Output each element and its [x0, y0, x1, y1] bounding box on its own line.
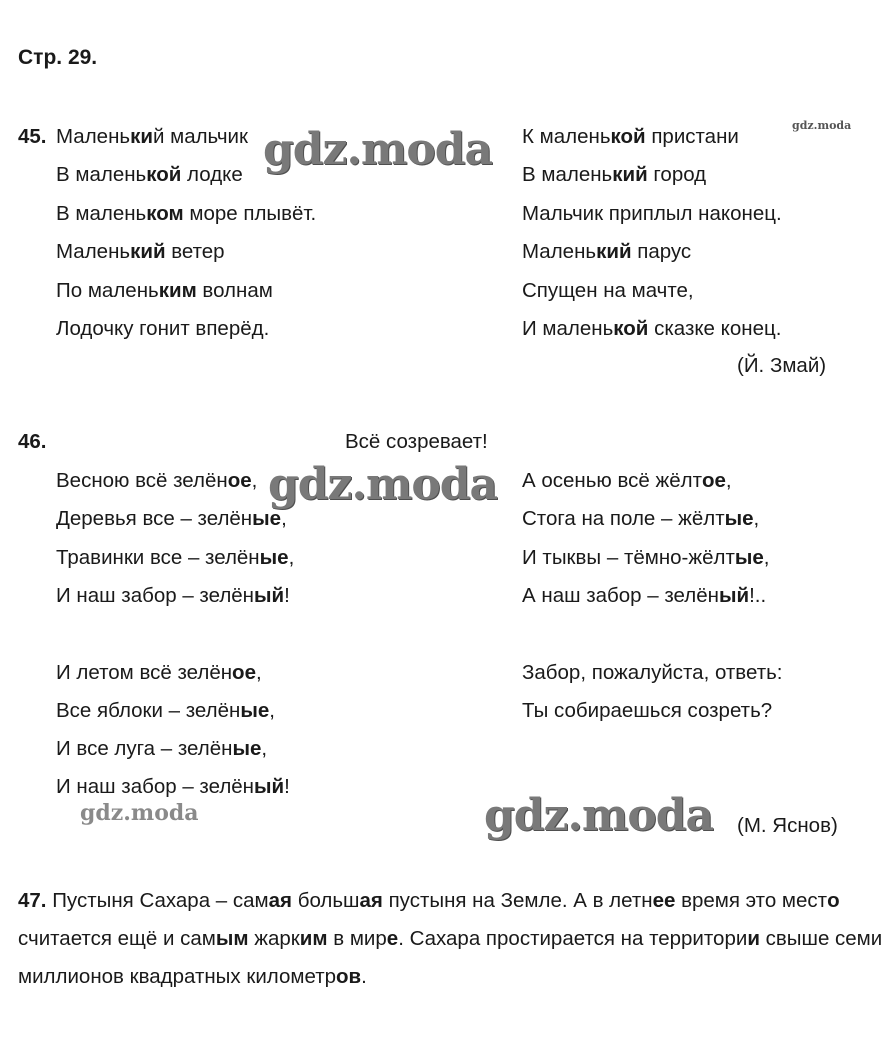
- text-fragment: ,: [261, 737, 268, 761]
- poem-line: [56, 583, 290, 609]
- exercise-46-title: Всё созревает!: [345, 430, 488, 453]
- bold-ending: ые: [734, 545, 764, 569]
- bold-ending: кий: [612, 163, 648, 187]
- text-fragment: ,: [269, 698, 275, 722]
- exercise-46-number: 46.: [18, 430, 47, 453]
- text-fragment: волнам: [196, 278, 273, 302]
- bold-ending: ые: [240, 698, 270, 722]
- text-fragment: считается ещё и сам: [18, 927, 216, 950]
- poem-line: [56, 506, 287, 532]
- text-fragment: ,: [251, 469, 258, 492]
- exercise-47-number: 47.: [18, 889, 47, 912]
- bold-ending: ые: [232, 737, 262, 761]
- poem-line: [522, 545, 769, 571]
- bold-ending: о: [827, 889, 840, 912]
- text-fragment: й мальчик: [152, 125, 248, 148]
- text-fragment: город: [647, 163, 707, 187]
- poem-line: [522, 124, 739, 150]
- text-fragment: И малень: [522, 317, 614, 340]
- bold-ending: ки: [130, 125, 153, 148]
- poem-line: [56, 278, 273, 304]
- text-fragment: !..: [749, 583, 767, 607]
- poem-line: [56, 468, 257, 494]
- text-fragment: Мальчик приплыл наконец.: [522, 201, 782, 225]
- text-fragment: Травинки все – зелён: [56, 545, 260, 569]
- text-fragment: Все яблоки – зелён: [56, 698, 241, 722]
- poem-line: [522, 278, 694, 304]
- text-fragment: Малень: [56, 240, 131, 264]
- bold-ending: кой: [146, 163, 182, 187]
- bold-ending: ая: [359, 889, 383, 912]
- text-fragment: В малень: [56, 201, 147, 225]
- text-fragment: парус: [631, 240, 692, 264]
- poem-line: [56, 239, 225, 265]
- watermark-logo: gdz.moda: [484, 790, 714, 841]
- text-fragment: Деревья все – зелён: [56, 507, 253, 531]
- bold-ending: ким: [158, 278, 197, 302]
- text-fragment: Пустыня Сахара – сам: [46, 889, 269, 912]
- poem-line: [522, 468, 732, 494]
- text-fragment: ,: [763, 545, 770, 569]
- bold-ending: ое: [701, 469, 726, 492]
- poem-line: [522, 239, 691, 265]
- text-fragment: Забор, пожалуйста, ответь:: [522, 660, 783, 684]
- bold-ending: ая: [268, 889, 293, 912]
- poem-line: [56, 162, 243, 188]
- bold-ending: ое: [232, 660, 256, 684]
- poem-line: [56, 316, 269, 342]
- poem-line: [56, 124, 248, 150]
- exercise-45-author: (Й. Змай): [737, 354, 827, 377]
- bold-ending: ые: [259, 545, 289, 569]
- bold-ending: ый: [254, 775, 285, 799]
- text-fragment: Лодочку гонит вперёд.: [56, 317, 270, 340]
- poem-line: [56, 545, 294, 571]
- text-fragment: лодке: [181, 163, 243, 187]
- poem-line: [522, 698, 772, 724]
- text-fragment: !: [284, 583, 290, 607]
- text-fragment: море плывёт.: [183, 201, 317, 225]
- poem-line: [522, 316, 781, 342]
- watermark-logo: gdz.moda: [263, 124, 493, 175]
- bold-ending: кий: [596, 240, 632, 264]
- bold-ending: кой: [610, 125, 646, 148]
- bold-ending: ое: [227, 469, 252, 492]
- text-fragment: И тыквы – тёмно-жёлт: [522, 545, 735, 569]
- text-fragment: Спущен на мачте,: [522, 278, 694, 302]
- text-fragment: Весною всё зелён: [56, 469, 228, 492]
- bold-ending: ый: [254, 583, 285, 607]
- exercise-46-author: (М. Яснов): [737, 814, 838, 837]
- bold-ending: им: [299, 927, 328, 950]
- poem-line: [56, 201, 316, 227]
- text-fragment: жарк: [248, 927, 300, 950]
- text-fragment: свыше семи миллионов квадратных километр: [18, 927, 883, 988]
- text-fragment: Малень: [522, 240, 597, 264]
- text-fragment: И наш забор – зелён: [56, 583, 255, 607]
- bold-ending: и: [747, 927, 760, 950]
- poem-line: [56, 774, 290, 800]
- bold-ending: ые: [724, 507, 754, 531]
- text-fragment: И наш забор – зелён: [56, 775, 255, 799]
- text-fragment: пустыня на Земле. А в летн: [382, 889, 653, 912]
- text-fragment: ,: [281, 507, 287, 531]
- text-fragment: А наш забор – зелён: [522, 583, 719, 607]
- text-fragment: ,: [255, 660, 262, 684]
- page-label: Стр. 29.: [18, 46, 98, 69]
- bold-ending: ые: [252, 507, 282, 531]
- text-fragment: !: [284, 775, 290, 799]
- text-fragment: К малень: [522, 125, 611, 148]
- exercise-47-paragraph: [18, 882, 884, 996]
- text-fragment: в мир: [327, 927, 387, 950]
- poem-line: [56, 698, 275, 724]
- poem-line: [522, 583, 766, 609]
- exercise-45-number: 45.: [18, 125, 47, 148]
- text-fragment: время это мест: [675, 889, 828, 912]
- poem-line: [522, 506, 759, 532]
- text-fragment: В малень: [522, 163, 613, 187]
- poem-line: [522, 660, 782, 686]
- text-fragment: пристани: [645, 125, 739, 148]
- bold-ending: ов: [335, 965, 362, 988]
- text-fragment: Ты собираешься созреть?: [522, 698, 773, 722]
- text-fragment: По малень: [56, 278, 159, 302]
- poem-line: [522, 201, 782, 227]
- watermark-logo-small: gdz.moda: [80, 800, 199, 826]
- bold-ending: ый: [718, 583, 750, 607]
- text-fragment: ,: [288, 545, 295, 569]
- bold-ending: ком: [146, 201, 184, 225]
- exercise-47-text: [18, 889, 882, 988]
- text-fragment: А осенью всё жёлт: [522, 469, 702, 492]
- bold-ending: ее: [652, 889, 676, 912]
- text-fragment: .: [361, 965, 367, 988]
- text-fragment: . Сахара простирается на территори: [398, 927, 748, 950]
- text-fragment: ,: [753, 507, 760, 531]
- poem-line: [56, 660, 262, 686]
- bold-ending: кий: [130, 240, 166, 264]
- text-fragment: И летом всё зелён: [56, 660, 233, 684]
- text-fragment: Малень: [56, 125, 131, 148]
- poem-line: [522, 162, 706, 188]
- bold-ending: ым: [215, 927, 249, 950]
- text-fragment: Стога на поле – жёлт: [522, 507, 725, 531]
- bold-ending: кой: [613, 317, 649, 340]
- text-fragment: В малень: [56, 163, 147, 187]
- text-fragment: И все луга – зелён: [56, 737, 233, 761]
- watermark-logo-tiny: gdz.moda: [792, 119, 852, 132]
- text-fragment: больш: [292, 889, 360, 912]
- watermark-logo: gdz.moda: [268, 459, 498, 510]
- text-fragment: сказке конец.: [648, 317, 782, 340]
- text-fragment: ,: [725, 469, 732, 492]
- bold-ending: е: [386, 927, 399, 950]
- text-fragment: ветер: [165, 240, 225, 264]
- poem-line: [56, 736, 267, 762]
